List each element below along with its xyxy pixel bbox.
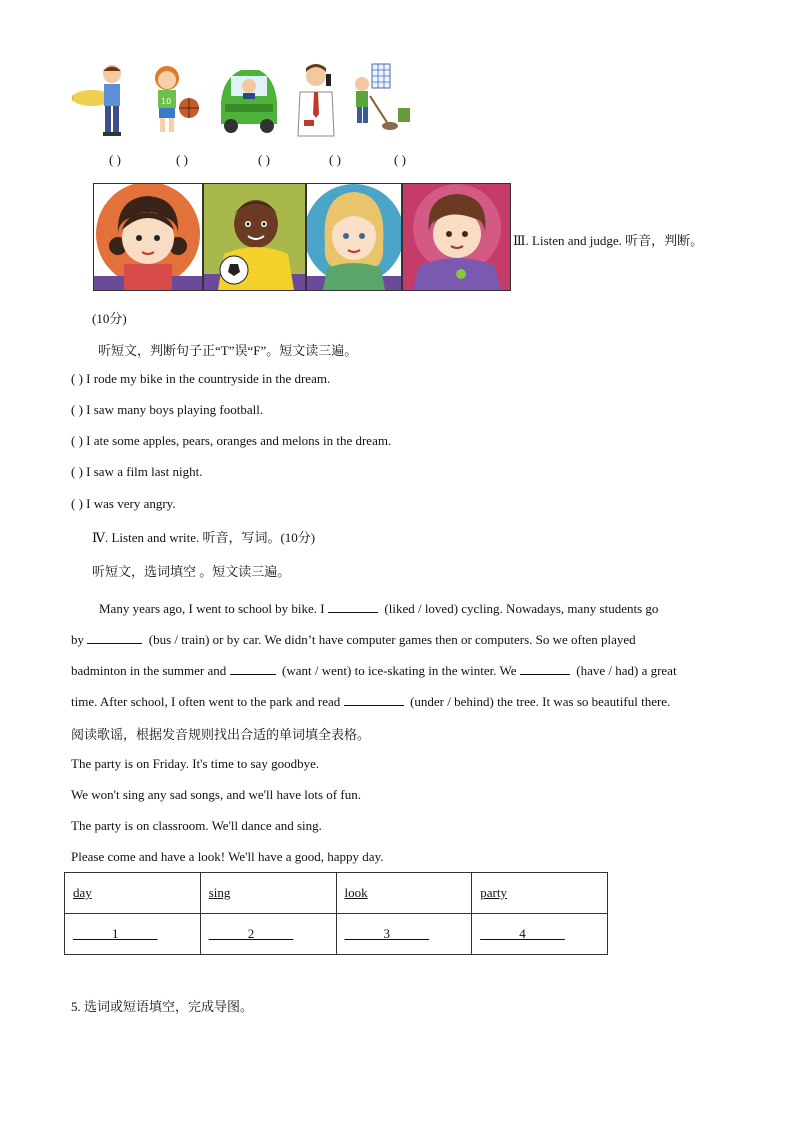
judge-item-text: I saw many boys playing football. [86, 402, 264, 417]
answer-blank-cell[interactable]: ______4______ [472, 914, 608, 955]
girl-pigtails-portrait-icon [93, 183, 203, 291]
answer-blank-cell[interactable]: ______2______ [200, 914, 336, 955]
answer-blank-cell[interactable]: ______3______ [336, 914, 472, 955]
answer-parenthesis[interactable]: ( ) [109, 152, 121, 167]
answer-parenthesis[interactable]: ( ) [71, 371, 83, 386]
answer-parenthesis[interactable]: ( ) [71, 433, 83, 448]
judge-item [71, 402, 263, 418]
judge-item [71, 496, 176, 512]
answer-parenthesis[interactable]: ( ) [394, 152, 406, 167]
judge-item [71, 433, 391, 449]
fill-blank[interactable] [87, 631, 142, 644]
rhyme-line: The party is on Friday. It's time to say goodbye. [71, 756, 320, 771]
section-4-instruction: 听短文，选词填空 。短文读三遍。 [92, 564, 291, 579]
answer-parenthesis[interactable]: ( ) [71, 402, 83, 417]
section-3-instruction: 听短文，判断句子正“T”误“F”。短文读三遍。 [98, 343, 358, 358]
answer-blank-cell[interactable]: ______1______ [65, 914, 201, 955]
fill-blank[interactable] [328, 600, 378, 613]
answer-parenthesis[interactable]: ( ) [176, 152, 188, 167]
fill-blank[interactable] [344, 693, 404, 706]
passage-line: time. After school, I often went to the park and read (under / behind) the tree. It was so beautiful there. [71, 694, 671, 709]
judge-item-text: I ate some apples, pears, oranges and melons in the dream. [86, 433, 392, 448]
rhyme-instruction: 阅读歌谣，根据发音规则找出合适的单词填全表格。 [71, 727, 371, 742]
table-header-cell: day [65, 873, 201, 914]
answer-parenthesis[interactable]: ( ) [71, 464, 83, 479]
answer-parenthesis[interactable]: ( ) [329, 152, 341, 167]
rhyme-line: Please come and have a look! We'll have a good, happy day. [71, 849, 384, 864]
judge-item [71, 371, 330, 387]
boy-mopping-floor-icon [350, 62, 416, 138]
boy-with-soccer-ball-portrait-icon [203, 183, 306, 291]
section-5-title: 5. 选词或短语填空，完成导图。 [71, 999, 254, 1014]
section-3-title: Ⅲ. Listen and judge. 听音，判断。 [513, 233, 704, 248]
man-driving-green-car-icon [215, 62, 281, 138]
boy-holding-fish-icon [72, 62, 134, 138]
answer-parenthesis[interactable]: ( ) [258, 152, 270, 167]
judge-item-text: I saw a film last night. [86, 464, 203, 479]
phonics-table [64, 872, 608, 955]
man-in-suit-on-phone-icon [290, 62, 352, 138]
boy-purple-hoodie-portrait-icon [402, 183, 511, 291]
table-header-cell: sing [200, 873, 336, 914]
rhyme-line: The party is on classroom. We'll dance and sing. [71, 818, 322, 833]
blonde-girl-portrait-icon [306, 183, 402, 291]
passage-line: Many years ago, I went to school by bike. I (liked / loved) cycling. Nowadays, many students go [99, 601, 659, 616]
table-header-cell: look [336, 873, 472, 914]
section-4-title: Ⅳ. Listen and write. 听音，写词。(10分) [92, 530, 316, 545]
table-row [65, 914, 608, 955]
fill-blank[interactable] [520, 662, 570, 675]
judge-item-text: I was very angry. [86, 496, 176, 511]
table-row [65, 873, 608, 914]
fill-blank[interactable] [230, 662, 276, 675]
table-header-cell: party [472, 873, 608, 914]
girl-with-basketball-icon [145, 62, 207, 138]
section-3-score: (10分) [92, 311, 127, 326]
passage-line: by (bus / train) or by car. We didn’t have computer games then or computers. So we often played [71, 632, 636, 647]
judge-item-text: I rode my bike in the countryside in the dream. [86, 371, 331, 386]
passage-line: badminton in the summer and (want / went) to ice-skating in the winter. We (have / had) a great [71, 663, 677, 678]
svg-text:10: 10 [161, 97, 172, 106]
answer-parenthesis[interactable]: ( ) [71, 496, 83, 511]
rhyme-line: We won't sing any sad songs, and we'll have lots of fun. [71, 787, 361, 802]
judge-item [71, 464, 202, 480]
